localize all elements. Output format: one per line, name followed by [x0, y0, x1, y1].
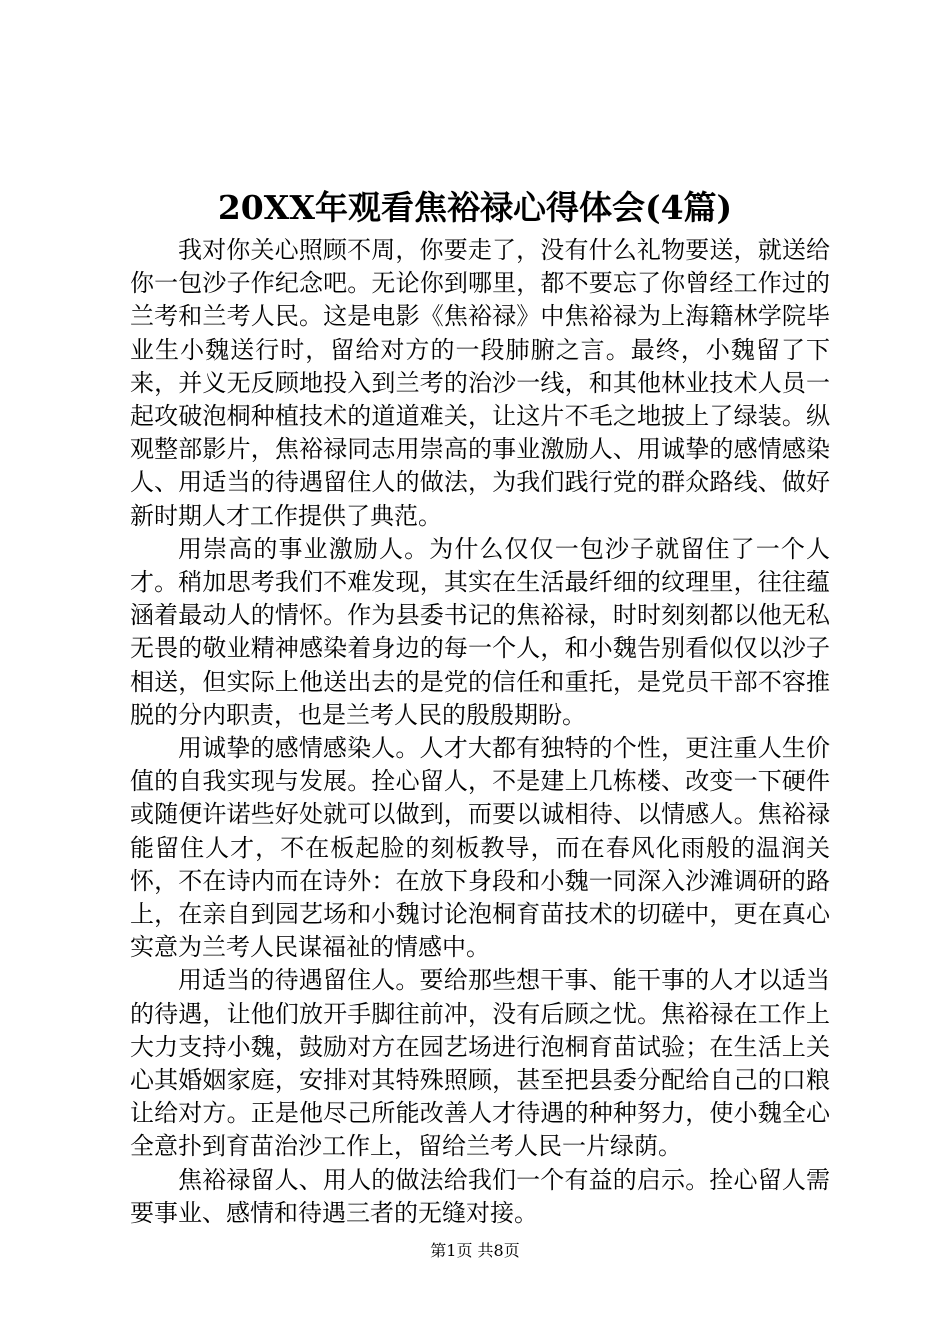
document-title: 20XX年观看焦裕禄心得体会(4篇) [217, 188, 733, 227]
paragraph-5: 焦裕禄留人、用人的做法给我们一个有益的启示。拴心留人需要事业、感情和待遇三者的无缝对接。 [130, 1165, 830, 1227]
page-footer: 第1页 共8页 [430, 1241, 520, 1260]
paragraph-1: 我对你关心照顾不周，你要走了，没有什么礼物要送，就送给你一包沙子作纪念吧。无论你到哪里，都不要忘了你曾经工作过的兰考和兰考人民。这是电影《焦裕禄》中焦裕禄为上海籍林学院毕业生小魏送行时，留给对方的一段肺腑之言。最终，小魏留了下来，并义无反顾地投入到兰考的治沙一线，和其他林业技术人员一起攻破泡桐种植技术的道道难关，让这片不毛之地披上了绿装。纵观整部影片，焦裕禄同志用崇高的事业激励人、用诚挚的感情感染人、用适当的待遇留住人的做法，为我们践行党的群众路线、做好新时期人才工作提供了典范。 [130, 236, 830, 530]
document-body [130, 234, 830, 1230]
paragraph-4: 用适当的待遇留住人。要给那些想干事、能干事的人才以适当的待遇，让他们放开手脚往前冲，没有后顾之忧。焦裕禄在工作上大力支持小魏，鼓励对方在园艺场进行泡桐育苗试验；在生活上关心其婚姻家庭，安排对其特殊照顾，甚至把县委分配给自己的口粮让给对方。正是他尽己所能改善人才待遇的种种努力，使小魏全心全意扑到育苗治沙工作上，留给兰考人民一片绿荫。 [130, 966, 830, 1161]
paragraph-2: 用崇高的事业激励人。为什么仅仅一包沙子就留住了一个人才。稍加思考我们不难发现，其实在生活最纤细的纹理里，往往蕴涵着最动人的情怀。作为县委书记的焦裕禄，时时刻刻都以他无私无畏的敬业精神感染着身边的每一个人，和小魏告别看似仅以沙子相送，但实际上他送出去的是党的信任和重托，是党员干部不容推脱的分内职责，也是兰考人民的殷殷期盼。 [130, 534, 830, 729]
paragraph-3: 用诚挚的感情感染人。人才大都有独特的个性，更注重人生价值的自我实现与发展。拴心留人，不是建上几栋楼、改变一下硬件或随便许诺些好处就可以做到，而要以诚相待、以情感人。焦裕禄能留住人才，不在板起脸的刻板教导，而在春风化雨般的温润关怀，不在诗内而在诗外：在放下身段和小魏一同深入沙滩调研的路上，在亲自到园艺场和小魏讨论泡桐育苗技术的切磋中，更在真心实意为兰考人民谋福祉的情感中。 [130, 734, 830, 962]
